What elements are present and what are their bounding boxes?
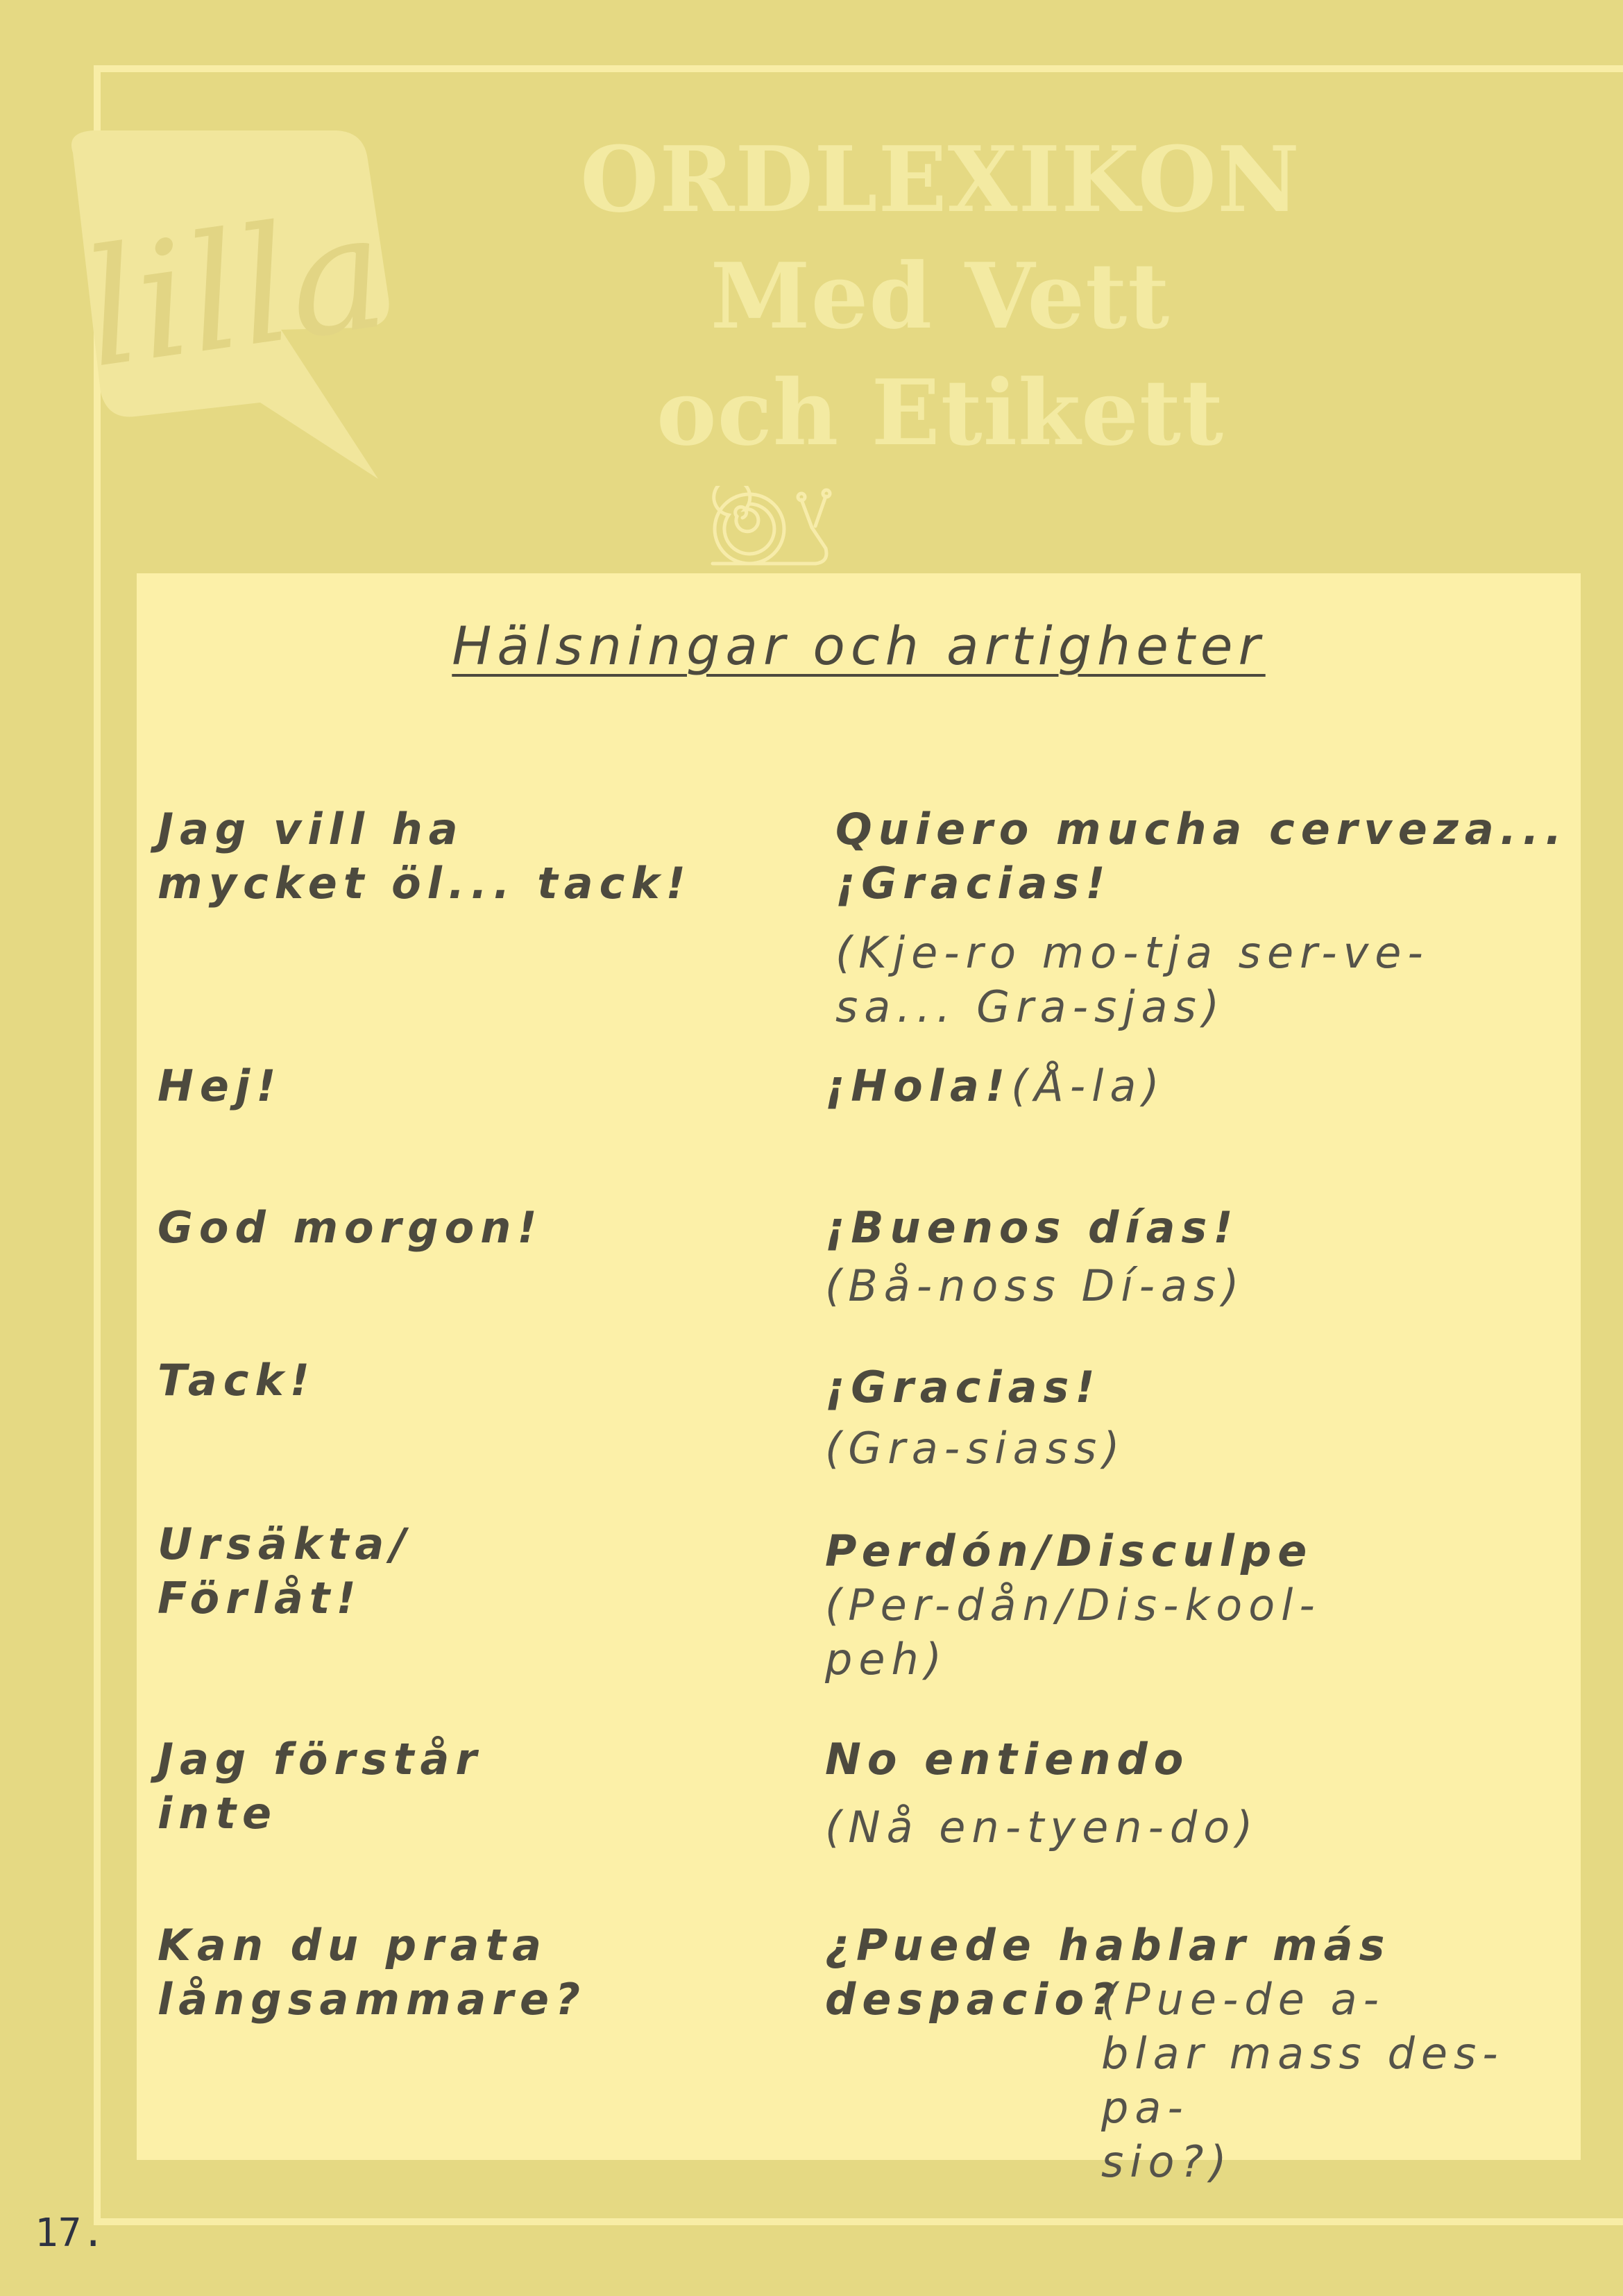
pronunciation: (Pue-de a- blar mass des-pa- sio?) [1101, 1974, 1504, 2187]
pronunciation: (Bå-noss Dí-as) [825, 1260, 1246, 1311]
page-number: 17. [35, 2211, 105, 2256]
snail-icon [697, 486, 836, 576]
swedish-phrase: Tack! [158, 1355, 316, 1406]
swedish-phrase: God morgon! [158, 1202, 543, 1253]
phrase-card [137, 573, 1581, 2187]
pronunciation: (Kje-ro mo-tja ser-ve- sa... Gra-sjas) [835, 927, 1429, 1032]
swedish-phrase: Jag förstår inte [158, 1734, 483, 1839]
swedish-phrase: Ursäkta/ Förlåt! [158, 1519, 413, 1623]
swedish-phrase: Jag vill ha mycket öl... tack! [158, 804, 692, 909]
page-title [527, 121, 1353, 471]
title-line-3: och Etikett [656, 360, 1225, 466]
spanish-phrase: ¿Puede hablar más despacio? [825, 1920, 1391, 2025]
spanish-phrase: No entiendo [825, 1734, 1190, 1784]
pronunciation: (Å-la) [1011, 1061, 1166, 1111]
spanish-phrase: ¡Hola! [825, 1061, 1012, 1111]
swedish-phrase: Hej! [158, 1061, 282, 1111]
spanish-phrase: ¡Buenos días! [825, 1202, 1239, 1253]
pronunciation: (Gra-siass) [825, 1423, 1126, 1474]
swedish-phrase: Kan du prata långsammare? [158, 1920, 586, 2025]
logo-text: lilla [74, 178, 397, 404]
speech-bubble-logo [52, 125, 413, 493]
spanish-phrase: Quiero mucha cerveza... ¡Gracias! [835, 804, 1568, 909]
spanish-phrase: ¡Gracias! [825, 1362, 1101, 1412]
pronunciation: (Nå en-tyen-do) [825, 1802, 1259, 1852]
spanish-phrase: Perdón/Disculpe [825, 1526, 1314, 1576]
title-line-1: ORDLEXIKON [580, 126, 1300, 233]
title-line-2: Med Vett [710, 243, 1171, 349]
pronunciation: (Per-dån/Dis-kool- peh) [825, 1580, 1321, 1685]
spanish-phrase-line [825, 1059, 1166, 1113]
section-heading: Hälsningar och artigheter [452, 615, 1266, 677]
